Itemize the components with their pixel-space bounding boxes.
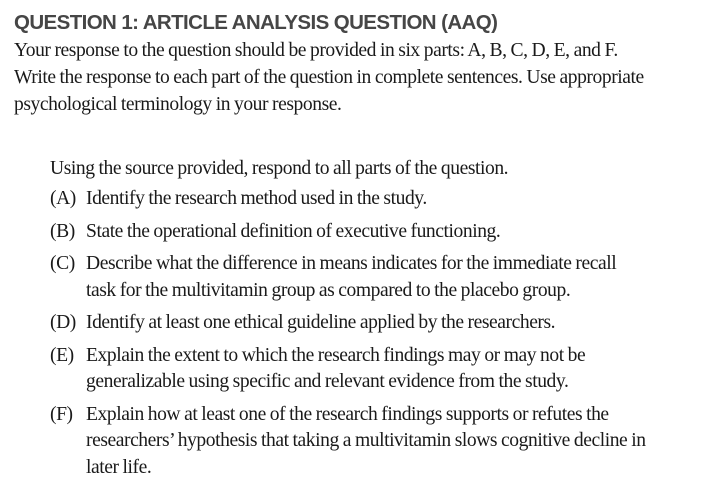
instructions-line: psychological terminology in your response.	[14, 94, 342, 115]
part-text-line: Explain the extent to which the research findings may or may not be	[86, 344, 586, 366]
question-prompt: Using the source provided, respond to all parts of the question.	[50, 158, 509, 179]
question-part-a	[50, 186, 646, 213]
part-text	[86, 219, 646, 246]
part-text	[86, 402, 646, 482]
part-text-line: Explain how at least one of the research findings supports or refutes the	[86, 403, 609, 425]
part-label: (B)	[50, 220, 75, 242]
part-label: (A)	[50, 188, 76, 209]
part-text	[86, 251, 646, 304]
part-label: (C)	[50, 253, 75, 274]
question-part-d	[50, 310, 646, 337]
question-part-e	[50, 343, 646, 396]
question-heading: QUESTION 1: ARTICLE ANALYSIS QUESTION (AAQ)	[14, 11, 498, 34]
part-text-line: Identify at least one ethical guideline applied by the researchers.	[86, 312, 556, 333]
question-parts-list	[50, 186, 646, 487]
question-part-b	[50, 219, 646, 246]
question-part-f	[50, 402, 646, 482]
part-text-line: Identify the research method used in the study.	[86, 188, 427, 209]
part-text-line: researchers’ hypothesis that taking a multivitamin slows cognitive decline in	[86, 430, 646, 451]
part-text	[86, 343, 646, 396]
instructions-paragraph	[14, 37, 726, 118]
part-text-line: generalizable using specific and relevant evidence from the study.	[86, 371, 569, 392]
part-label: (D)	[50, 312, 76, 333]
part-text-line: later life.	[86, 456, 152, 478]
instructions-line: Write the response to each part of the question in complete sentences. Use appropriate	[14, 67, 644, 88]
part-text-line: State the operational definition of executive functioning.	[86, 220, 501, 242]
part-text-line: task for the multivitamin group as compared to the placebo group.	[86, 279, 571, 301]
part-text-line: Describe what the difference in means indicates for the immediate recall	[86, 253, 617, 274]
part-label: (E)	[50, 344, 74, 366]
instructions-line: Your response to the question should be provided in six parts: A, B, C, D, E, and F.	[14, 40, 618, 61]
part-text	[86, 186, 646, 213]
part-label: (F)	[50, 403, 73, 425]
question-part-c	[50, 251, 646, 304]
part-text	[86, 310, 646, 337]
